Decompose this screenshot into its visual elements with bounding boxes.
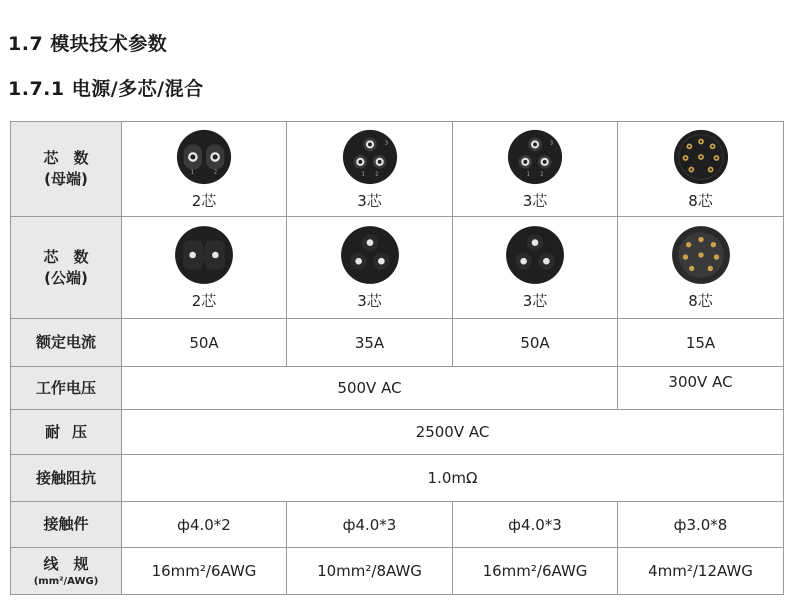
contact-value-3: ф4.0*3	[453, 502, 618, 548]
contact-value-1: ф4.0*2	[122, 502, 287, 548]
withstand-value: 2500V AC	[122, 410, 784, 455]
voltage-row	[11, 367, 784, 410]
voltage-value-last: 300V AC	[618, 367, 784, 410]
wire-row	[11, 548, 784, 595]
resistance-row	[11, 455, 784, 502]
current-value-3: 50A	[453, 319, 618, 367]
withstand-label: 耐压	[44, 422, 99, 441]
svg-text:2: 2	[214, 169, 218, 175]
section-title: 1.7 模块技术参数	[8, 33, 168, 55]
female-caption-3: 3芯	[522, 191, 548, 210]
male-cell-4	[618, 217, 784, 319]
wire-value-2: 10mm²/8AWG	[287, 548, 453, 595]
contact-value-4: ф3.0*8	[618, 502, 784, 548]
male-cell-1	[122, 217, 287, 319]
svg-text:1: 1	[361, 171, 365, 177]
male-cell-2	[287, 217, 453, 319]
connector-2pin-female-icon	[175, 128, 233, 186]
female-cell-4	[618, 122, 784, 217]
male-row	[11, 217, 784, 319]
contact-row-header: 接触件	[11, 502, 122, 548]
male-caption-1: 2芯	[191, 292, 217, 310]
wire-value-1: 16mm²/6AWG	[122, 548, 287, 595]
current-row	[11, 319, 784, 367]
female-cell-3	[453, 122, 618, 217]
voltage-row-header: 工作电压	[11, 367, 122, 410]
current-row-header: 额定电流	[11, 319, 122, 367]
wire-row-header	[11, 548, 122, 595]
male-row-header	[11, 217, 122, 319]
connector-2pin-male-icon	[173, 224, 235, 286]
connector-3pin-female-icon	[341, 128, 399, 186]
female-caption-4: 8芯	[688, 191, 713, 210]
connector-3pin-male-icon	[339, 224, 401, 286]
connector-8pin-female-icon	[672, 128, 730, 186]
male-caption-2: 3芯	[357, 292, 382, 310]
svg-text:2: 2	[374, 171, 378, 177]
contact-value-2: ф4.0*3	[287, 502, 453, 548]
voltage-value-merged: 500V AC	[122, 367, 618, 410]
connector-8pin-male-icon	[670, 224, 732, 286]
female-caption-2: 3芯	[357, 191, 382, 210]
withstand-row-header	[11, 410, 122, 455]
connector-3pin-female-icon	[506, 128, 564, 186]
current-value-2: 35A	[287, 319, 453, 367]
wire-sub-label: (mm²/AWG)	[33, 575, 99, 587]
female-sub-label: (母端)	[44, 170, 88, 188]
current-value-4: 15A	[618, 319, 784, 367]
svg-text:2: 2	[540, 171, 544, 177]
svg-text:1: 1	[526, 171, 530, 177]
male-caption-4: 8芯	[688, 292, 713, 310]
female-caption-1: 2芯	[191, 191, 217, 210]
wire-value-3: 16mm²/6AWG	[453, 548, 618, 595]
spec-table	[10, 121, 784, 595]
female-label: 芯 数	[43, 149, 89, 167]
female-cell-1	[122, 122, 287, 217]
male-caption-3: 3芯	[522, 292, 548, 310]
wire-label: 线 规	[43, 554, 89, 573]
svg-text:3: 3	[384, 140, 388, 146]
contact-row	[11, 502, 784, 548]
female-row-header	[11, 122, 122, 217]
current-value-1: 50A	[122, 319, 287, 367]
resistance-row-header: 接触阻抗	[11, 455, 122, 502]
svg-text:1: 1	[190, 169, 194, 175]
wire-value-4: 4mm²/12AWG	[618, 548, 784, 595]
svg-text:3: 3	[549, 140, 553, 146]
connector-3pin-male-icon	[504, 224, 566, 286]
male-label: 芯 数	[43, 247, 89, 266]
female-row	[11, 122, 784, 217]
withstand-row	[11, 410, 784, 455]
male-sub-label: (公端)	[44, 268, 88, 287]
male-cell-3	[453, 217, 618, 319]
female-cell-2	[287, 122, 453, 217]
resistance-value: 1.0mΩ	[122, 455, 784, 502]
subsection-title: 1.7.1 电源/多芯/混合	[8, 78, 204, 100]
